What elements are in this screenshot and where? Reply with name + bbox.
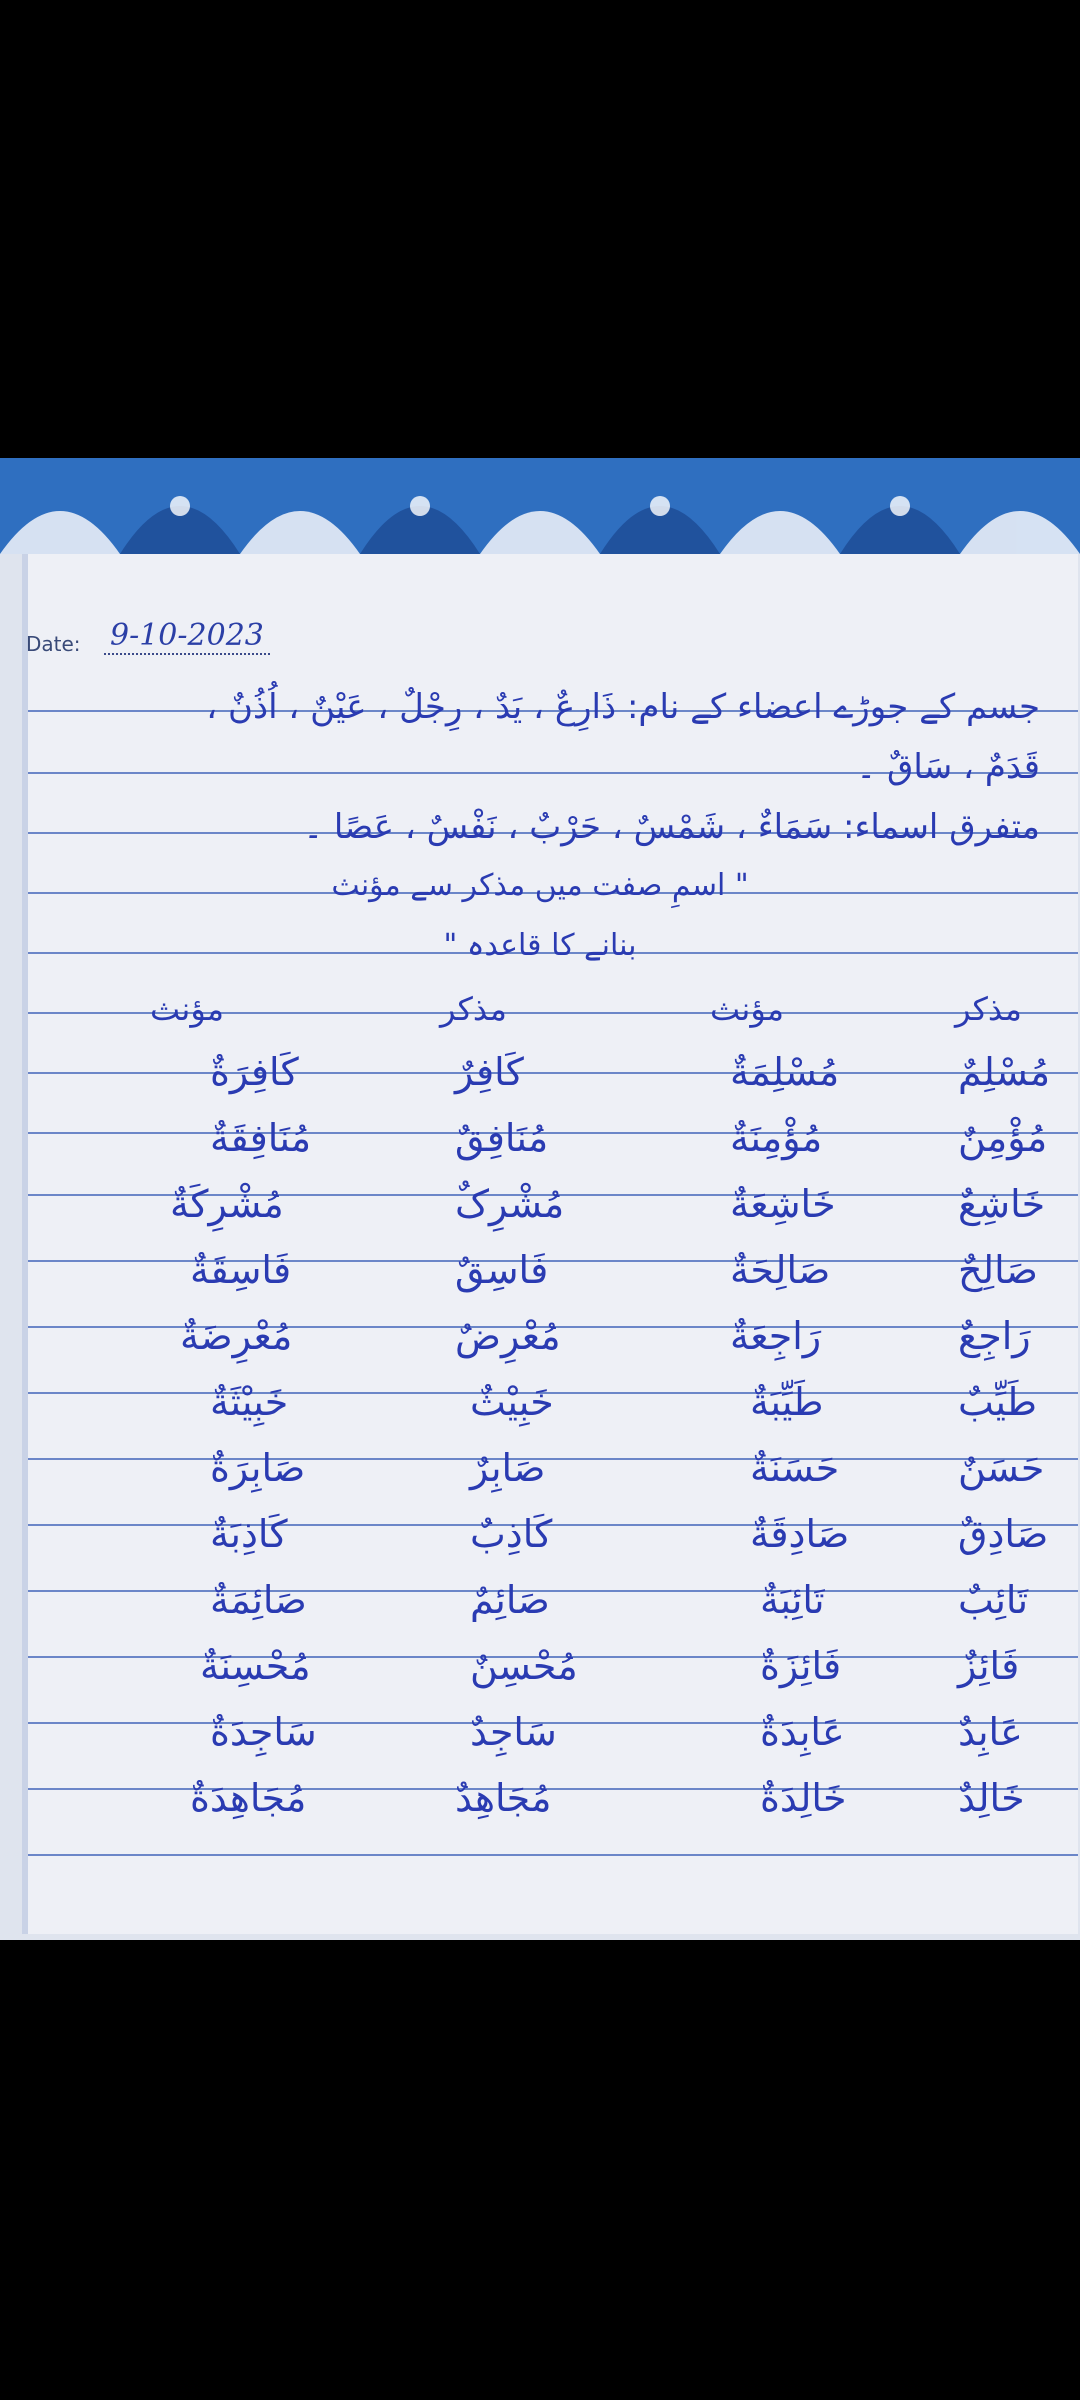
ruled-line xyxy=(28,1854,1078,1856)
notebook-cover-band xyxy=(0,458,1080,554)
feminine-word: تَائِبَةٌ xyxy=(760,1578,825,1622)
masculine-word: رَاجِعٌ xyxy=(958,1314,1031,1358)
feminine-word: خَبِیْثَةٌ xyxy=(210,1380,289,1424)
masculine-word: تَائِبٌ xyxy=(958,1578,1029,1622)
ruled-line xyxy=(28,1458,1078,1460)
header-feminine-1: مؤنث xyxy=(710,990,784,1028)
feminine-word: رَاجِعَةٌ xyxy=(730,1314,822,1358)
notebook-photo xyxy=(0,458,1080,1940)
feminine-word: مُؤْمِنَةٌ xyxy=(730,1116,823,1160)
feminine-word: کَاذِبَةٌ xyxy=(210,1512,288,1556)
feminine-word: عَابِدَةٌ xyxy=(760,1710,845,1754)
feminine-word: صَائِمَةٌ xyxy=(210,1578,307,1622)
feminine-word: مُسْلِمَةٌ xyxy=(730,1050,840,1094)
feminine-word: کَافِرَةٌ xyxy=(210,1050,299,1094)
body-parts-line-cont: قَدَمٌ ، سَاقٌ ۔ xyxy=(856,747,1040,787)
masculine-word: طَیِّبٌ xyxy=(958,1380,1038,1424)
masculine-word: کَاذِبٌ xyxy=(470,1512,553,1556)
masculine-word: خَاشِعٌ xyxy=(958,1182,1046,1226)
ruled-line xyxy=(28,1132,1078,1134)
masculine-word: عَابِدٌ xyxy=(958,1710,1023,1754)
ruled-line xyxy=(28,1260,1078,1262)
masculine-word: صَائِمٌ xyxy=(470,1578,550,1622)
ruled-line xyxy=(28,1072,1078,1074)
date-value: 9-10-2023 xyxy=(104,618,270,655)
ruled-line xyxy=(28,1524,1078,1526)
feminine-word: مُحْسِنَةٌ xyxy=(200,1644,311,1688)
masculine-word: مُشْرِکٌ xyxy=(455,1182,565,1226)
feminine-word: خَاشِعَةٌ xyxy=(730,1182,836,1226)
masculine-word: صَالِحٌ xyxy=(958,1248,1038,1292)
masculine-word: صَادِقٌ xyxy=(958,1512,1049,1556)
cover-pattern xyxy=(0,458,1080,554)
feminine-word: خَالِدَةٌ xyxy=(760,1776,847,1820)
masculine-word: صَابِرٌ xyxy=(470,1446,546,1490)
masculine-word: مُنَافِقٌ xyxy=(455,1116,549,1160)
feminine-word: صَادِقَةٌ xyxy=(750,1512,850,1556)
date-label: Date: xyxy=(26,632,81,656)
feminine-word: فَائِزَةٌ xyxy=(760,1644,842,1688)
feminine-word: مُعْرِضَةٌ xyxy=(180,1314,293,1358)
body-parts-line: جسم کے جوڑے اعضاء کے نام: ذَارِعٌ ، یَدٌ ، رِجْلٌ ، عَیْنٌ ، اُذُنٌ ، xyxy=(206,687,1040,727)
masculine-word: مُجَاهِدٌ xyxy=(455,1776,552,1820)
masculine-word: مُسْلِمٌ xyxy=(958,1050,1051,1094)
masculine-word: خَبِیْثٌ xyxy=(470,1380,554,1424)
feminine-word: صَالِحَةٌ xyxy=(730,1248,831,1292)
masculine-word: حَسَنٌ xyxy=(958,1446,1045,1490)
feminine-word: حَسَنَةٌ xyxy=(750,1446,840,1490)
masculine-word: فَائِزٌ xyxy=(958,1644,1020,1688)
feminine-word: طَیِّبَةٌ xyxy=(750,1380,824,1424)
masculine-word: مُحْسِنٌ xyxy=(470,1644,578,1688)
masculine-word: فَاسِقٌ xyxy=(455,1248,549,1292)
masculine-word: سَاجِدٌ xyxy=(470,1710,557,1754)
feminine-word: صَابِرَةٌ xyxy=(210,1446,306,1490)
rule-heading-line2: بنانے کا قاعدہ " xyxy=(443,928,637,963)
masculine-word: خَالِدٌ xyxy=(958,1776,1025,1820)
header-masculine-1: مذکر xyxy=(955,990,1022,1028)
feminine-word: فَاسِقَةٌ xyxy=(190,1248,292,1292)
feminine-word: مُشْرِکَةٌ xyxy=(170,1182,284,1226)
header-feminine-2: مؤنث xyxy=(150,990,224,1028)
masculine-word: مُعْرِضٌ xyxy=(455,1314,561,1358)
rule-heading-line1: " اسمِ صفت میں مذکر سے مؤنث xyxy=(331,868,749,903)
masculine-word: مُؤْمِنٌ xyxy=(958,1116,1048,1160)
feminine-word: مُنَافِقَةٌ xyxy=(210,1116,312,1160)
ruled-line xyxy=(28,1788,1078,1790)
header-masculine-2: مذکر xyxy=(440,990,507,1028)
feminine-word: مُجَاهِدَةٌ xyxy=(190,1776,307,1820)
feminine-word: سَاجِدَةٌ xyxy=(210,1710,317,1754)
masculine-word: کَافِرٌ xyxy=(455,1050,524,1094)
misc-nouns-line: متفرق اسماء: سَمَاءٌ ، شَمْسٌ ، حَرْبٌ ، نَفْسٌ ، عَصًا ۔ xyxy=(303,807,1040,847)
ruled-line xyxy=(28,1590,1078,1592)
